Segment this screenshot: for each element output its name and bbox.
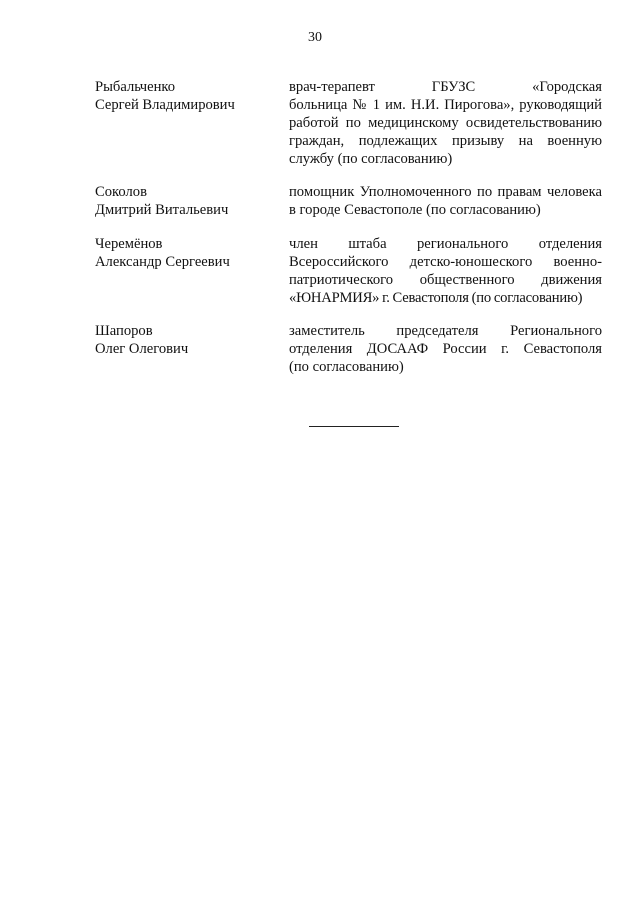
role-line: службу (по согласованию) <box>289 151 453 167</box>
role-line: патриотического общественного движения <box>289 272 602 288</box>
role-line: (по согласованию) <box>289 359 404 375</box>
member-surname: Шапоров <box>95 323 153 339</box>
member-surname: Рыбальченко <box>95 79 176 95</box>
role-line: «ЮНАРМИЯ» г. Севастополя (по согласованию) <box>289 290 583 306</box>
member-given-names: Олег Олегович <box>95 341 189 357</box>
member-role <box>289 322 602 376</box>
member-surname: Черемёнов <box>95 236 163 252</box>
member-name <box>95 78 275 114</box>
member-role <box>289 183 602 219</box>
member-role <box>289 235 602 307</box>
role-line: Всероссийского детско-юношеского военно- <box>289 254 602 270</box>
role-line: заместитель председателя Регионального <box>289 323 602 339</box>
role-line: граждан, подлежащих призыву на военную <box>289 133 602 149</box>
member-name <box>95 183 275 219</box>
role-line: больница № 1 им. Н.И. Пирогова», руководящий <box>289 97 602 113</box>
member-given-names: Александр Сергеевич <box>95 254 230 270</box>
member-role <box>289 78 602 168</box>
role-line: отделения ДОСААФ России г. Севастополя <box>289 341 602 357</box>
member-name <box>95 322 275 358</box>
role-line: работой по медицинскому освидетельствованию <box>289 115 602 131</box>
member-given-names: Сергей Владимирович <box>95 97 235 113</box>
role-line: в городе Севастополе (по согласованию) <box>289 202 541 218</box>
role-line: помощник Уполномоченного по правам человека <box>289 184 602 200</box>
page-number: 30 <box>308 30 322 45</box>
role-line: член штаба регионального отделения <box>289 236 602 252</box>
role-line: врач-терапевт ГБУЗС «Городская <box>289 79 602 95</box>
member-surname: Соколов <box>95 184 147 200</box>
end-of-list-divider <box>309 426 399 427</box>
member-given-names: Дмитрий Витальевич <box>95 202 229 218</box>
member-name <box>95 235 275 271</box>
